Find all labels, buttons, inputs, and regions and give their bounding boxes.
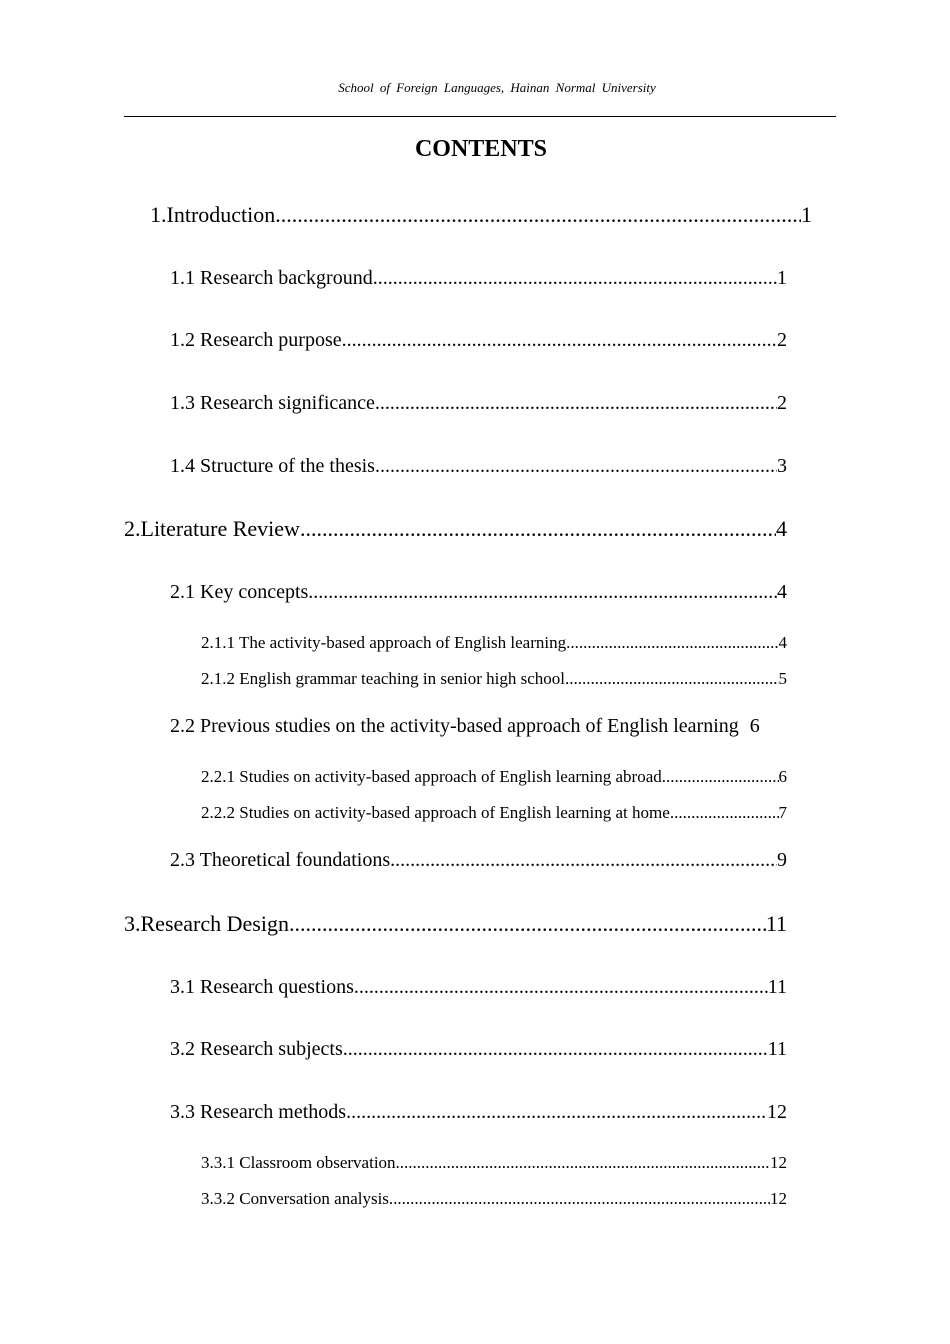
toc-entry-research-background[interactable] bbox=[170, 267, 787, 290]
toc-page-number: 12 bbox=[770, 1153, 787, 1172]
toc-entry-label: 1.2 Research purpose bbox=[170, 329, 342, 351]
toc-leader-dots bbox=[566, 633, 778, 653]
toc-entry-label: 3.Research Design bbox=[124, 911, 289, 936]
toc-page-number: 11 bbox=[765, 911, 787, 936]
toc-page-number: 4 bbox=[776, 516, 787, 541]
toc-entry-research-questions[interactable] bbox=[170, 976, 787, 999]
toc-page-number: 7 bbox=[778, 803, 787, 822]
toc-leader-dots bbox=[375, 392, 777, 415]
toc-entry-label: 2.1 Key concepts bbox=[170, 581, 309, 603]
toc-leader-dots bbox=[373, 267, 777, 290]
toc-page-number: 2 bbox=[777, 329, 787, 351]
toc-leader-dots bbox=[390, 849, 777, 872]
toc-entry-label: 2.2.1 Studies on activity-based approach of English learning abroad bbox=[201, 767, 662, 786]
toc-leader-dots bbox=[670, 803, 779, 823]
toc-entry-research-subjects[interactable] bbox=[170, 1038, 787, 1061]
toc-entry-label: 2.2.2 Studies on activity-based approach of English learning at home bbox=[201, 803, 670, 822]
toc-entry-label: 2.1.2 English grammar teaching in senior high school bbox=[201, 669, 566, 688]
toc-entry-structure-of-thesis[interactable] bbox=[170, 455, 787, 478]
toc-entry-label: 1.1 Research background bbox=[170, 267, 373, 289]
toc-entry-label: 1.Introduction bbox=[150, 202, 276, 227]
toc-entry-introduction[interactable] bbox=[150, 202, 812, 228]
toc-page-number: 6 bbox=[749, 715, 760, 737]
toc-entry-theoretical-foundations[interactable] bbox=[170, 849, 787, 872]
toc-entry-research-significance[interactable] bbox=[170, 392, 787, 415]
toc-entry-research-purpose[interactable] bbox=[170, 329, 787, 352]
toc-leader-dots bbox=[389, 1189, 770, 1209]
toc-page-number: 6 bbox=[778, 767, 787, 786]
toc-leader-dots bbox=[275, 202, 801, 228]
toc-leader-dots bbox=[343, 1038, 768, 1061]
toc-entry-grammar-teaching[interactable] bbox=[201, 669, 787, 689]
toc-leader-dots bbox=[662, 767, 779, 787]
toc-entry-label: 3.1 Research questions bbox=[170, 976, 354, 998]
toc-entry-studies-abroad[interactable] bbox=[201, 767, 787, 787]
toc-leader-dots bbox=[308, 581, 777, 604]
toc-entry-label: 2.3 Theoretical foundations bbox=[170, 849, 391, 871]
toc-page-number: 11 bbox=[767, 976, 787, 998]
toc-page-number: 1 bbox=[801, 202, 812, 227]
toc-page-number: 9 bbox=[777, 849, 787, 871]
toc-leader-dots bbox=[396, 1153, 770, 1173]
toc-entry-label: 1.3 Research significance bbox=[170, 392, 375, 414]
toc-entry-previous-studies[interactable] bbox=[170, 715, 827, 738]
page-header: School of Foreign Languages, Hainan Normal University bbox=[338, 80, 656, 95]
toc-entry-label: 2.Literature Review bbox=[124, 516, 300, 541]
toc-entry-label: 1.4 Structure of the thesis bbox=[170, 455, 375, 477]
toc-leader-dots bbox=[346, 1101, 767, 1124]
toc-entry-label: 3.3.2 Conversation analysis bbox=[201, 1189, 389, 1208]
toc-page-number: 4 bbox=[778, 633, 787, 652]
toc-leader-dots bbox=[289, 911, 766, 937]
toc-page-number: 3 bbox=[777, 455, 787, 477]
header-rule bbox=[124, 116, 836, 117]
toc-page-number: 2 bbox=[777, 392, 787, 414]
toc-entry-label: 2.1.1 The activity-based approach of English learning bbox=[201, 633, 567, 652]
toc-entry-label: 3.2 Research subjects bbox=[170, 1038, 343, 1060]
toc-entry-label: 3.3.1 Classroom observation bbox=[201, 1153, 396, 1172]
toc-page-number: 11 bbox=[767, 1038, 787, 1060]
toc-entry-research-methods[interactable] bbox=[170, 1101, 787, 1124]
toc-page-number: 5 bbox=[778, 669, 787, 688]
toc-page-number: 12 bbox=[767, 1101, 787, 1123]
toc-leader-dots bbox=[375, 455, 777, 478]
toc-entry-studies-at-home[interactable] bbox=[201, 803, 787, 823]
toc-leader-dots bbox=[342, 329, 777, 352]
toc-entry-activity-based-approach[interactable] bbox=[201, 633, 787, 653]
toc-leader-dots bbox=[565, 669, 778, 689]
toc-entry-research-design[interactable] bbox=[124, 911, 787, 937]
contents-title: CONTENTS bbox=[414, 136, 548, 162]
toc-leader-dots bbox=[354, 976, 768, 999]
toc-entry-label: 2.2 Previous studies on the activity-based approach of English learning bbox=[170, 715, 739, 737]
toc-page-number: 12 bbox=[770, 1189, 787, 1208]
toc-entry-literature-review[interactable] bbox=[124, 516, 787, 542]
toc-leader-dots bbox=[300, 516, 776, 542]
toc-entry-key-concepts[interactable] bbox=[170, 581, 787, 604]
toc-page-number: 1 bbox=[777, 267, 787, 289]
toc-entry-label: 3.3 Research methods bbox=[170, 1101, 347, 1123]
toc-page-number: 4 bbox=[777, 581, 787, 603]
toc-entry-classroom-observation[interactable] bbox=[201, 1153, 787, 1173]
toc-entry-conversation-analysis[interactable] bbox=[201, 1189, 787, 1209]
